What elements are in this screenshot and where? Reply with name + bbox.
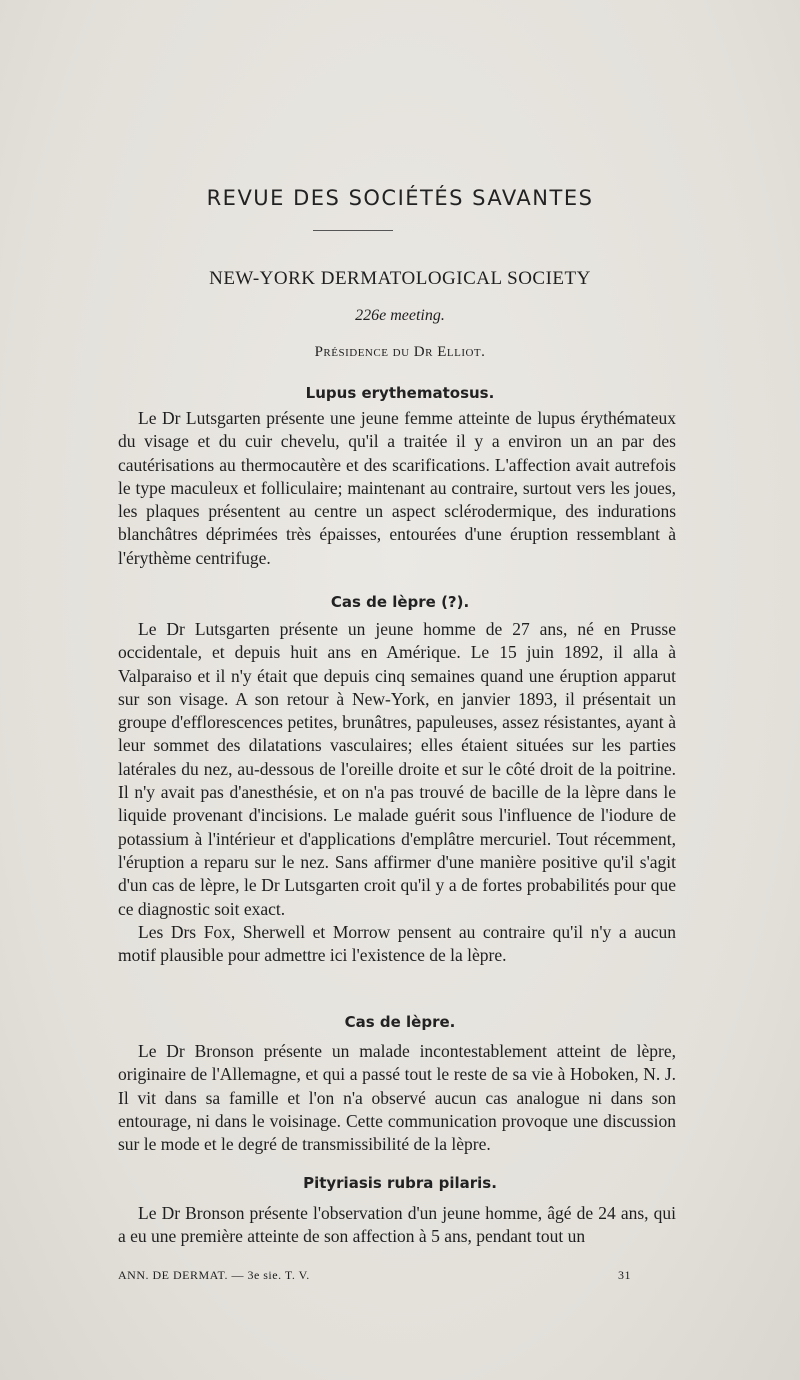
section-heading-lupus: Lupus erythematosus.	[305, 384, 495, 402]
section-body-lupus	[118, 407, 676, 570]
section-body-pityriasis	[118, 1202, 676, 1249]
section-body-cas-lepre-question	[118, 618, 676, 967]
section-heading-cas-lepre-question: Cas de lèpre (?).	[330, 593, 470, 611]
section-body-cas-lepre	[118, 1040, 676, 1156]
paragraph: Le Dr Bronson présente un malade incontestablement atteint de lèpre, originaire de l'Allemagne, et qui a passé tout le reste de sa vie à Hoboken, N. J. Il vit dans sa famille et l'on n'a observé aucun cas analogue ni dans son entourage, ni dans le voisinage. Cette communication provoque une discussion sur le mode et le degré de transmissibilité de la lèpre.	[118, 1041, 676, 1155]
presidence-line: Présidence du Dr Elliot.	[314, 344, 486, 360]
paragraph: Le Dr Bronson présente l'observation d'un jeune homme, âgé de 24 ans, qui a eu une première atteinte de son affection à 5 ans, pendant tout un	[118, 1203, 676, 1247]
paragraph: Le Dr Lutsgarten présente un jeune homme de 27 ans, né en Prusse occidentale, et depuis huit ans en Amérique. Le 15 juin 1892, il alla à Valparaiso et il n'y était que depuis cinq semaines quand une éruption apparut sur son visage. A son retour à New-York, en janvier 1893, il présentait un groupe d'efflorescences petites, brunâtres, papuleuses, assez résistantes, ayant à leur sommet des dilatations vasculaires; elles étaient situées sur les parties latérales du nez, au-dessous de l'oreille droite et sur le côté droit de la poitrine. Il n'y avait pas d'anesthésie, et on n'a pas trouvé de bacille de la lèpre dans le liquide provenant d'incisions. Le malade guérit sous l'influence de l'iodure de potassium à l'intérieur et d'applications d'emplâtre mercuriel. Tout récemment, l'éruption a reparu sur le nez. Sans affirmer d'une manière positive qu'il s'agit d'un cas de lèpre, le Dr Lutsgarten croit qu'il y a de fortes probabilités pour que ce diagnostic soit exact.	[118, 619, 676, 919]
section-heading-cas-lepre: Cas de lèpre.	[344, 1013, 456, 1031]
society-name: NEW-YORK DERMATOLOGICAL SOCIETY	[209, 268, 591, 289]
meeting-number: 226e meeting.	[355, 307, 445, 324]
paragraph: Le Dr Lutsgarten présente une jeune femme atteinte de lupus érythémateux du visage et du cuir chevelu, qu'il a traitée il y a environ un an par des cautérisations au thermocautère et des scarifications. L'affection avait autrefois le type maculeux et folliculaire; maintenant au contraire, surtout vers les joues, les plaques présentent au centre un aspect sclérodermique, des indurations blanchâtres déprimées très épaisses, entourées d'une éruption ressemblant à l'érythème centrifuge.	[118, 408, 676, 568]
journal-reference: ANN. DE DERMAT. — 3e sie. T. V.	[118, 1268, 310, 1282]
page-title: REVUE DES SOCIÉTÉS SAVANTES	[206, 186, 594, 210]
page-number: 31	[618, 1268, 631, 1282]
title-divider	[313, 230, 393, 231]
paragraph: Les Drs Fox, Sherwell et Morrow pensent au contraire qu'il n'y a aucun motif plausible pour admettre ici l'existence de la lèpre.	[118, 921, 676, 966]
section-heading-pityriasis: Pityriasis rubra pilaris.	[303, 1174, 497, 1192]
